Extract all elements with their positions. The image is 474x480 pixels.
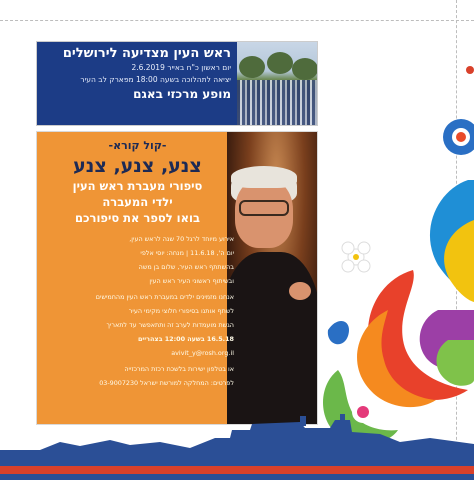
event-subtitle: מופע מרכזי באגם bbox=[133, 87, 231, 101]
crowd-photo bbox=[237, 42, 317, 125]
body-line: בהשתתף ראש העיר, שלום בן משה bbox=[138, 263, 234, 271]
contact-email[interactable]: avivit_y@rosh.org.il bbox=[171, 349, 234, 357]
body-line: לשתף אותנו בסיפורי חלוצי מקימי העיר bbox=[128, 307, 234, 315]
event-card-jerusalem-text bbox=[37, 42, 237, 125]
body-line: הגשת מועמדות לערב זה ותתאפשר עד לתאריך bbox=[106, 321, 234, 329]
crop-guide-horizontal bbox=[0, 20, 474, 21]
deadline-line: 16.5.18 בשעה 12:00 בצהריים bbox=[137, 335, 234, 343]
body-line: או בטלפון ישירות בלשכת רכזת המרכזייה bbox=[124, 365, 234, 373]
body-line: ובשיתוף ראשוני העיר ראש העין bbox=[149, 277, 234, 285]
open-call-headline: צנע, צנע, צנע bbox=[73, 155, 202, 177]
body-line: אנחנו מזמינים ילדים במעברת ראש העין מהחמישים bbox=[95, 293, 234, 301]
open-call-subline: סיפורי מעברת ראש העין bbox=[72, 179, 203, 193]
footer-ground bbox=[0, 450, 474, 480]
contact-phone-line: לפרטים: המחלקה למורשת ישראל 03-9007230 bbox=[99, 379, 234, 387]
body-line: אירוע מיוחד לרגל 70 שנה לראש העין, bbox=[129, 235, 234, 243]
open-call-subline: ילדי המעברה bbox=[102, 195, 173, 209]
decorative-swirls bbox=[318, 40, 474, 460]
open-call-text bbox=[37, 132, 242, 424]
event-title: ראש העין מצדיעה לירושלים bbox=[62, 46, 231, 61]
event-card-jerusalem bbox=[37, 42, 317, 125]
event-time: יציאה לתהלוכה בשעה 18:00 מפארק לב העיר bbox=[80, 75, 231, 84]
footer-stripe bbox=[0, 466, 474, 474]
open-call-card bbox=[37, 132, 317, 424]
event-date: יום ראשון כ"ח באייר 2.6.2019 bbox=[131, 63, 231, 72]
open-call-subline: בואו לספר את סיפורכם bbox=[75, 211, 200, 225]
flower-icon bbox=[342, 242, 370, 272]
body-line: יום ה', 11.6.18 | מנחה: יוסי אלפי bbox=[140, 249, 234, 257]
open-call-kicker: -קול קורא- bbox=[108, 139, 167, 152]
